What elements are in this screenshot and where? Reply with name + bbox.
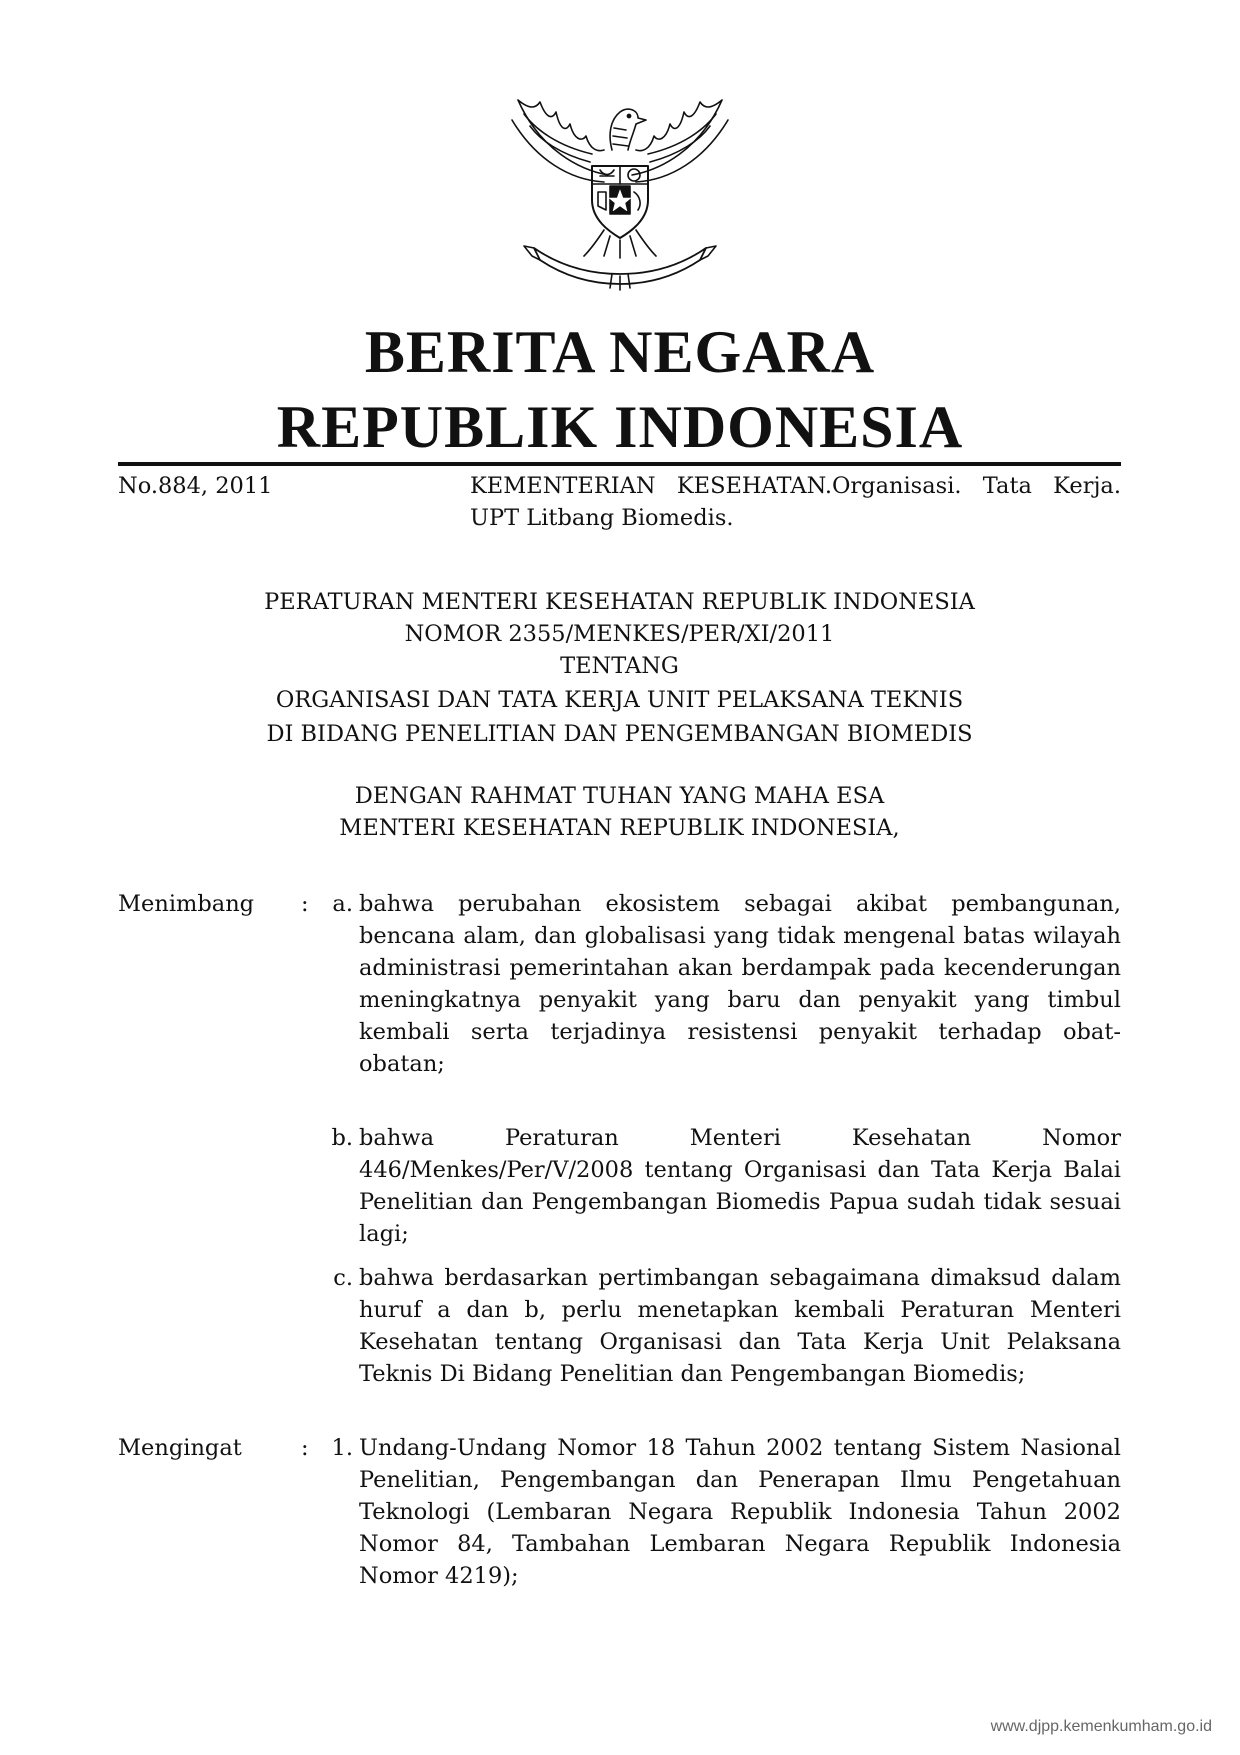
section-label: Mengingat: [118, 1435, 242, 1461]
section-colon: :: [301, 1435, 309, 1461]
mengingat-section: [118, 1432, 1121, 1602]
item-text: bahwa Peraturan Menteri Kesehatan Nomor 446/Menkes/Per/V/2008 tentang Organisasi dan Tata Kerja Balai Penelitian dan Pengembangan Biomedis Papua sudah tidak sesuai lagi;: [359, 1125, 1121, 1247]
header-rule: [118, 462, 1121, 466]
title-line: NOMOR 2355/MENKES/PER/XI/2011: [404, 621, 835, 647]
masthead-title: BERITA NEGARA: [364, 319, 876, 385]
section-colon: :: [301, 891, 309, 917]
item-marker: c.: [333, 1265, 353, 1291]
title-line: ORGANISASI DAN TATA KERJA UNIT PELAKSANA TEKNIS: [275, 687, 964, 713]
gazette-number: No.884, 2011: [118, 473, 273, 499]
item-text: Undang-Undang Nomor 18 Tahun 2002 tentang Sistem Nasional Penelitian, Pengembangan dan Penerapan Ilmu Pengetahuan Teknologi (Lembaran Negara Republik Indonesia Tahun 2002 Nomor 84, Tambahan Lembaran Negara Republik Indonesia Nomor 4219);: [359, 1435, 1121, 1589]
item-marker: a.: [332, 891, 353, 917]
menimbang-section: [118, 888, 1121, 1408]
garuda-emblem-icon: [500, 80, 740, 295]
invocation-line: MENTERI KESEHATAN REPUBLIK INDONESIA,: [339, 815, 900, 841]
title-line: DI BIDANG PENELITIAN DAN PENGEMBANGAN BIOMEDIS: [266, 721, 973, 747]
masthead-subtitle: REPUBLIK INDONESIA: [276, 394, 964, 460]
item-text: bahwa perubahan ekosistem sebagai akibat pembangunan, bencana alam, dan globalisasi yang tidak mengenal batas wilayah administrasi pemerintahan akan berdampak pada kecenderungan meningkatnya penyakit yang baru dan penyakit yang timbul kembali serta terjadinya resistensi penyakit terhadap obat-obatan;: [359, 891, 1121, 1077]
title-line: TENTANG: [560, 653, 679, 679]
footer-url: www.djpp.kemenkumham.go.id: [990, 1718, 1212, 1735]
title-line: PERATURAN MENTERI KESEHATAN REPUBLIK INDONESIA: [264, 589, 975, 615]
item-marker: 1.: [331, 1435, 353, 1461]
invocation: [118, 780, 1121, 844]
section-label: Menimbang: [118, 891, 255, 917]
regulation-title: [118, 586, 1121, 750]
gazette-subject: KEMENTERIAN KESEHATAN.Organisasi. Tata Kerja. UPT Litbang Biomedis.: [470, 473, 1121, 531]
item-marker: b.: [331, 1125, 353, 1151]
invocation-line: DENGAN RAHMAT TUHAN YANG MAHA ESA: [354, 783, 885, 809]
item-text: bahwa berdasarkan pertimbangan sebagaimana dimaksud dalam huruf a dan b, perlu menetapkan kembali Peraturan Menteri Kesehatan tentang Organisasi dan Tata Kerja Unit Pelaksana Teknis Di Bidang Penelitian dan Pengembangan Biomedis;: [359, 1265, 1121, 1387]
